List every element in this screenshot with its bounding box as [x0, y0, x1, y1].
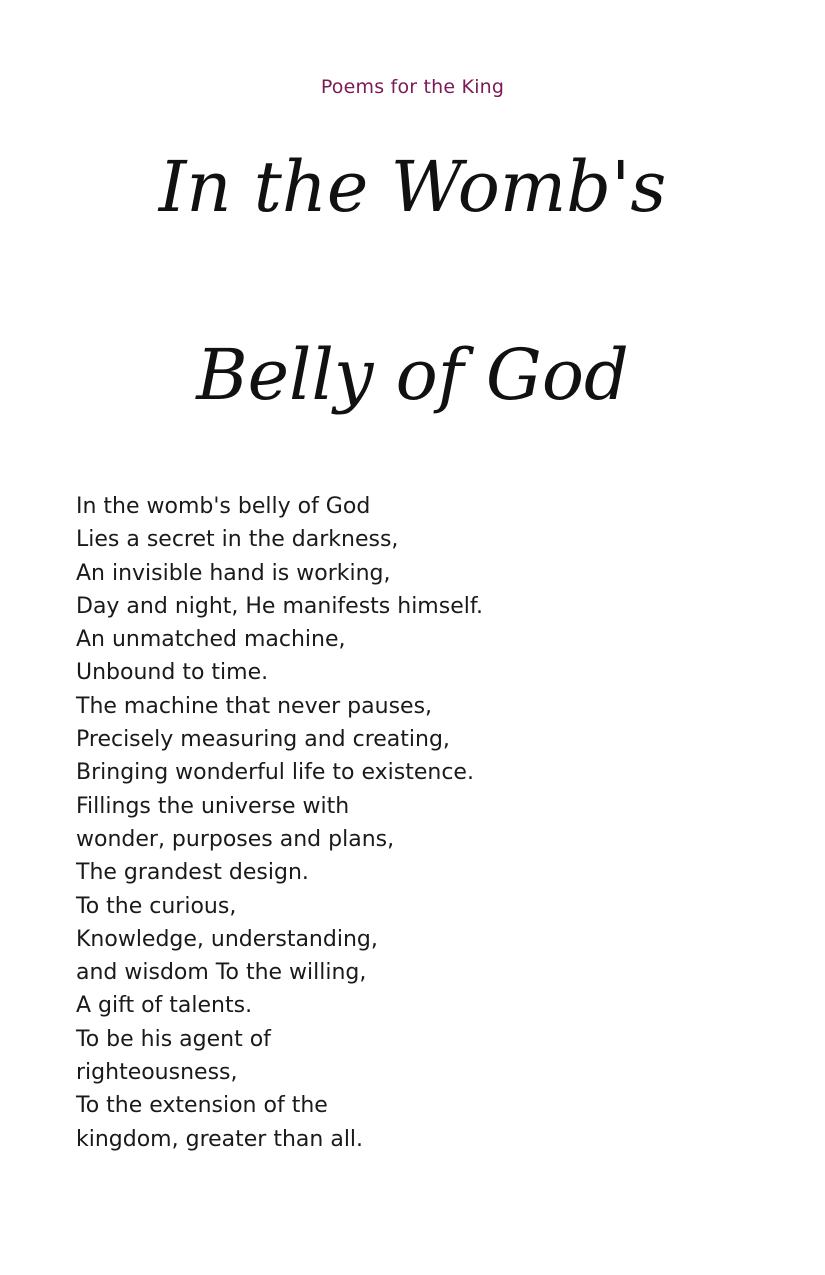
- poem-line: To the curious,: [76, 893, 237, 919]
- poem-line: Knowledge, understanding,: [76, 926, 378, 952]
- poem-line: Fillings the universe with: [76, 793, 350, 819]
- poem-line: and wisdom To the willing,: [76, 960, 367, 986]
- poem-line: To the extension of the: [76, 1093, 328, 1119]
- poem-body: [76, 490, 776, 1156]
- poem-line: Day and night, He manifests himself.: [76, 593, 483, 619]
- poem-line: Bringing wonderful life to existence.: [76, 760, 474, 786]
- poem-line: wonder, purposes and plans,: [76, 826, 395, 852]
- poem-line: An unmatched machine,: [76, 627, 346, 653]
- poem-line: Unbound to time.: [76, 660, 269, 686]
- poem-title-line-1: In the Womb's: [158, 146, 667, 228]
- poem-line: kingdom, greater than all.: [76, 1126, 364, 1152]
- poem-line: A gift of talents.: [76, 993, 253, 1019]
- poem-line: The grandest design.: [76, 860, 309, 886]
- poem-line: righteousness,: [76, 1060, 238, 1086]
- running-header: Poems for the King: [320, 76, 505, 98]
- poem-line: Precisely measuring and creating,: [76, 727, 450, 753]
- poem-title-line-2: Belly of God: [196, 334, 629, 416]
- poem-line: In the womb's belly of God: [76, 494, 371, 519]
- poem-line: To be his agent of: [76, 1026, 271, 1052]
- poem-line: Lies a secret in the darkness,: [76, 527, 399, 553]
- poem-line: The machine that never pauses,: [76, 693, 433, 719]
- poem-line: An invisible hand is working,: [76, 560, 391, 586]
